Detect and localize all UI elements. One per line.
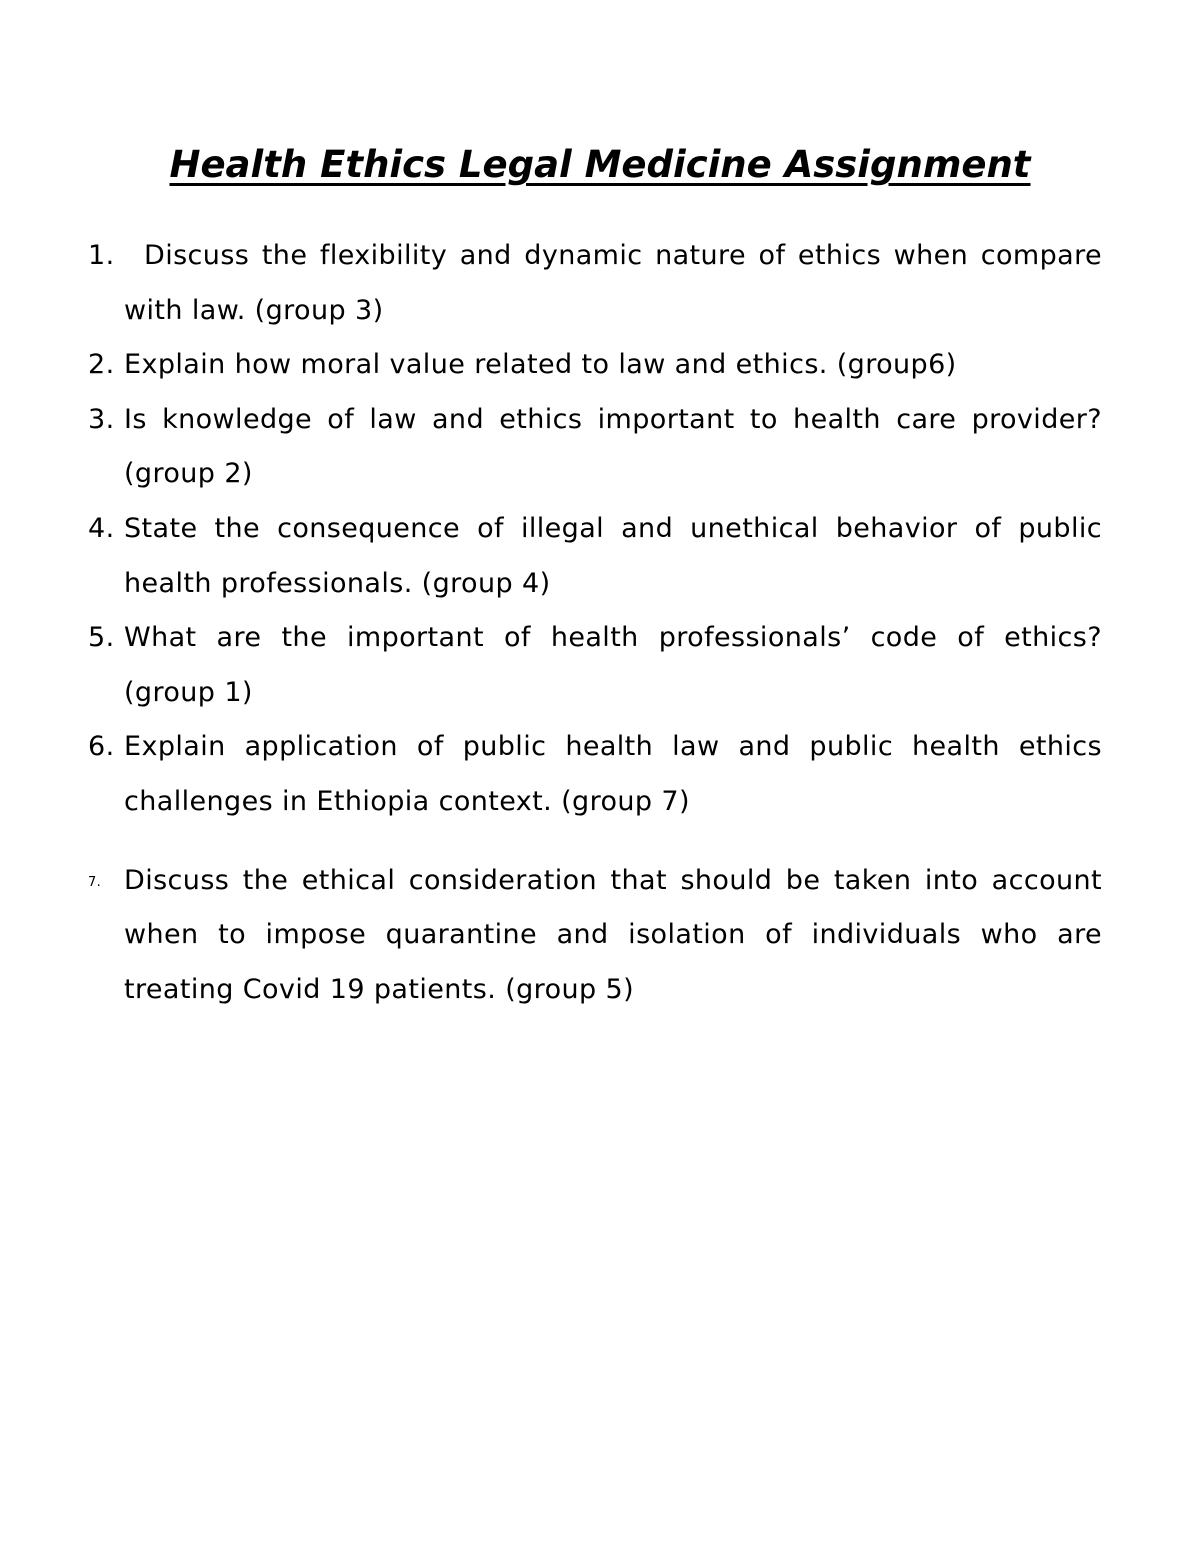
question-list [88,229,1102,1017]
question-item-4 [88,502,1102,611]
question-text: State the consequence of illegal and unethical behavior of public health professionals. (group 4) [124,512,1102,599]
question-number: 5. [88,622,115,654]
question-text: Discuss the ethical consideration that should be taken into account when to impose quarantine and isolation of individuals who are treating Covid 19 patients. (group 5) [124,864,1102,1005]
question-text: What are the important of health professionals’ code of ethics? (group 1) [124,622,1102,708]
question-text: Explain application of public health law and public health ethics challenges in Ethiopia context. (group 7) [124,731,1102,817]
question-number: 1. [88,240,115,271]
question-item-6 [88,720,1102,829]
question-text: Explain how moral value related to law and ethics. (group6) [124,349,957,381]
question-item-2 [88,338,1102,393]
question-number: 2. [88,349,115,381]
document-title: Health Ethics Legal Medicine Assignment [169,143,1031,186]
question-text: Discuss the flexibility and dynamic nature of ethics when compare with law. (group 3) [124,240,1102,326]
question-item-5 [88,611,1102,720]
question-item-7 [88,854,1102,1018]
question-number: 3. [88,403,115,435]
question-number: 4. [88,512,115,544]
question-number: 7. [88,874,102,890]
question-number: 6. [88,731,115,763]
question-text: Is knowledge of law and ethics important to health care provider? (group 2) [124,403,1102,490]
question-item-3 [88,393,1102,502]
question-item-1 [88,229,1102,338]
